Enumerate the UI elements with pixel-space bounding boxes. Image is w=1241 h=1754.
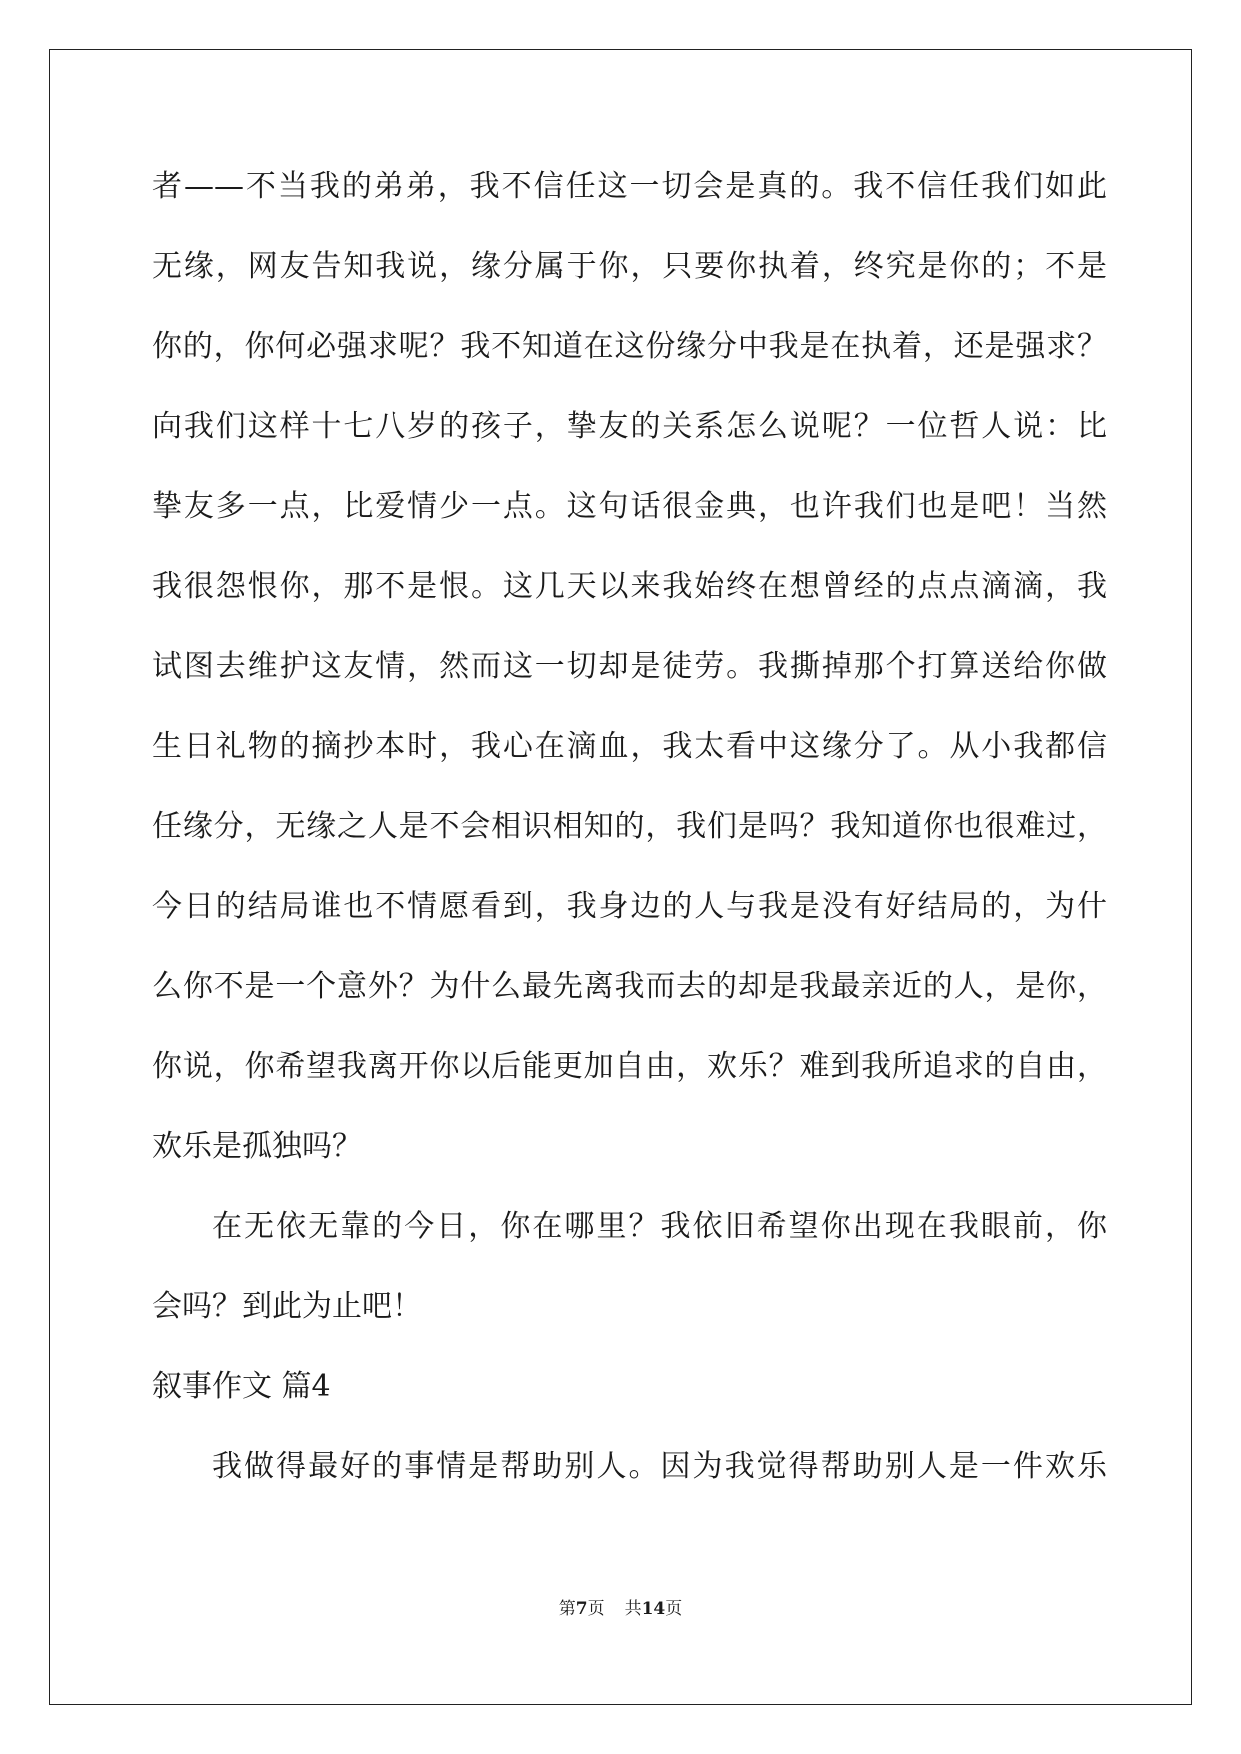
text-line: 生日礼物的摘抄本时，我心在滴血，我太看中这缘分了。从小我都信: [152, 729, 1107, 764]
text-line: 你说，你希望我离开你以后能更加自由，欢乐？难到我所追求的自由，: [152, 1049, 1107, 1084]
text-line: 向我们这样十七八岁的孩子，挚友的关系怎么说呢？一位哲人说：比: [152, 409, 1107, 444]
total-page-count: 14: [641, 1599, 666, 1619]
text-line: 无缘，网友告知我说，缘分属于你，只要你执着，终究是你的；不是: [152, 249, 1107, 284]
text-line: 挚友多一点，比爱情少一点。这句话很金典，也许我们也是吧！当然: [152, 489, 1107, 524]
text-line: 者——不当我的弟弟，我不信任这一切会是真的。我不信任我们如此: [152, 169, 1107, 204]
section-heading: 叙事作文 篇4: [152, 1369, 331, 1404]
total-label-prefix: 共: [624, 1599, 642, 1619]
text-line: 试图去维护这友情，然而这一切却是徒劳。我撕掉那个打算送给你做: [152, 649, 1107, 684]
page-label-prefix: 第: [558, 1599, 576, 1619]
text-line: 欢乐是孤独吗？: [152, 1129, 362, 1164]
text-line: 我很怨恨你，那不是恨。这几天以来我始终在想曾经的点点滴滴，我: [152, 569, 1107, 604]
current-page-number: 7: [575, 1599, 588, 1619]
text-line: 么你不是一个意外？为什么最先离我而去的却是我最亲近的人，是你，: [152, 969, 1107, 1004]
page-footer: [0, 1594, 1241, 1619]
paragraph-start-line: 在无依无靠的今日，你在哪里？我依旧希望你出现在我眼前，你: [212, 1209, 1107, 1244]
text-line: 今日的结局谁也不情愿看到，我身边的人与我是没有好结局的，为什: [152, 889, 1107, 924]
page-label-suffix: 页: [587, 1599, 605, 1619]
text-line: 任缘分，无缘之人是不会相识相知的，我们是吗？我知道你也很难过，: [152, 809, 1107, 844]
total-label-suffix: 页: [665, 1599, 683, 1619]
text-line: 会吗？到此为止吧！: [152, 1289, 422, 1324]
text-line: 你的，你何必强求呢？我不知道在这份缘分中我是在执着，还是强求？: [152, 329, 1107, 364]
paragraph-start-line: 我做得最好的事情是帮助别人。因为我觉得帮助别人是一件欢乐: [212, 1449, 1107, 1484]
